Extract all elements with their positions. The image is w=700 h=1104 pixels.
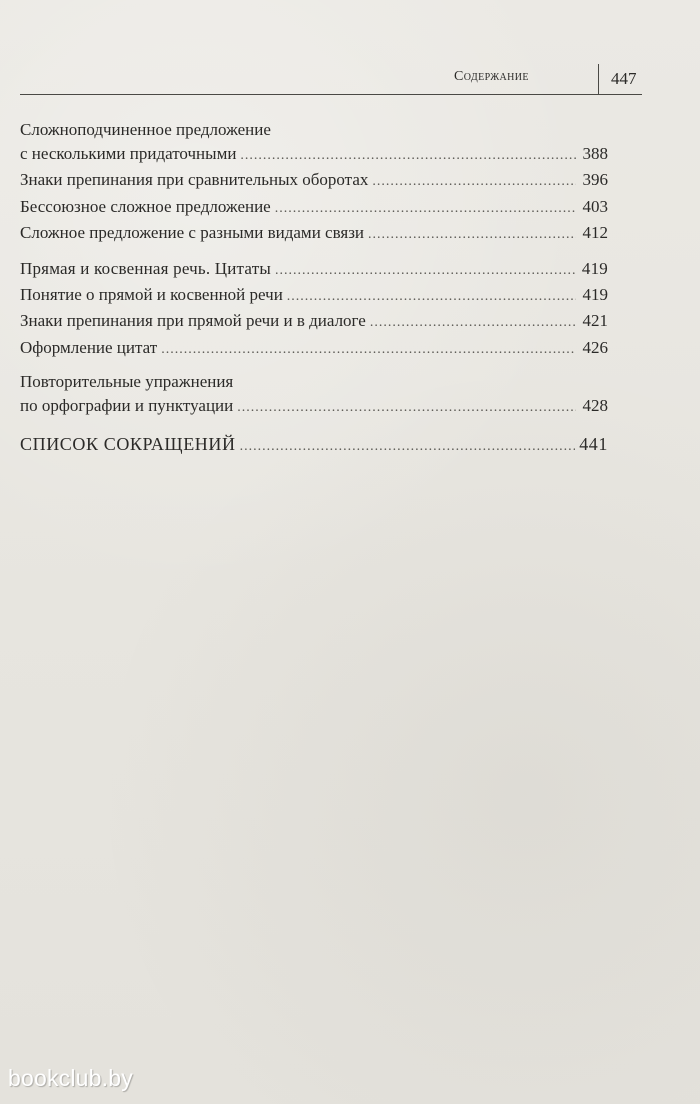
table-of-contents (20, 118, 608, 461)
toc-entry (20, 309, 608, 335)
toc-gap (20, 420, 608, 430)
toc-entry (20, 118, 608, 168)
toc-gap (20, 362, 608, 370)
toc-entry-line (20, 430, 608, 461)
dot-leader (372, 170, 576, 194)
toc-page-number: 396 (582, 170, 608, 190)
toc-page-number: 426 (582, 337, 608, 357)
toc-entry (20, 257, 608, 283)
toc-page-number: 421 (582, 311, 608, 331)
toc-entry (20, 283, 608, 309)
dot-leader (275, 197, 576, 221)
toc-entry-title: Повторительные упражнения (20, 371, 234, 391)
toc-entry-line (20, 283, 608, 309)
site-watermark: bookclub.by (8, 1065, 133, 1091)
toc-page-number: 441 (579, 434, 608, 455)
toc-entry-title: Сложное предложение с разными видами связи (20, 222, 365, 242)
toc-page-number: 388 (582, 144, 608, 164)
dot-leader (368, 223, 576, 247)
toc-entry-title: Бессоюзное сложное предложение (20, 196, 271, 216)
toc-entry-line (20, 394, 608, 420)
dot-leader (161, 338, 576, 362)
header-divider (598, 64, 599, 95)
toc-page-number: 412 (582, 222, 608, 242)
toc-entry-line (20, 309, 608, 335)
toc-entry-line (20, 168, 608, 194)
toc-entry (20, 336, 608, 362)
toc-entry-title: Оформление цитат (20, 337, 158, 357)
dot-leader (240, 144, 576, 168)
dot-leader (370, 311, 576, 335)
toc-page-number: 403 (582, 196, 608, 216)
toc-entry-line (20, 195, 608, 221)
header-page-number: 447 (611, 69, 637, 88)
toc-entry (20, 221, 608, 247)
toc-page-number: 419 (582, 285, 608, 305)
toc-entry-title: Прямая и косвенная речь. Цитаты (20, 259, 271, 279)
toc-entry-title: по орфографии и пунктуации (20, 396, 234, 416)
toc-entry-title: Знаки препинания при прямой речи и в диалоге (20, 311, 366, 331)
toc-entry (20, 168, 608, 194)
toc-entry-line (20, 336, 608, 362)
toc-page-number: 419 (581, 259, 608, 279)
toc-entry-line (20, 118, 608, 142)
toc-entry-line (20, 257, 608, 283)
toc-entry-line (20, 221, 608, 247)
toc-entry-title: Понятие о прямой и косвенной речи (20, 285, 283, 305)
toc-entry-title: Сложноподчиненное предложение (20, 120, 271, 139)
toc-entry (20, 195, 608, 221)
toc-entry (20, 430, 608, 461)
running-header (20, 64, 640, 96)
toc-entry-title: СПИСОК СОКРАЩЕНИЙ (20, 434, 236, 455)
toc-entry-title: Знаки препинания при сравнительных оборотах (20, 170, 369, 190)
toc-entry-title: с несколькими придаточными (20, 144, 237, 164)
toc-entry-line (20, 142, 608, 168)
toc-entry-line (20, 370, 608, 394)
header-rule (20, 94, 642, 95)
toc-gap (20, 247, 608, 257)
header-title: Содержание (454, 69, 529, 84)
dot-leader (287, 285, 576, 309)
dot-leader (237, 396, 576, 420)
dot-leader (275, 259, 576, 283)
dot-leader (240, 433, 576, 461)
toc-entry (20, 370, 608, 420)
toc-page-number: 428 (582, 396, 608, 416)
